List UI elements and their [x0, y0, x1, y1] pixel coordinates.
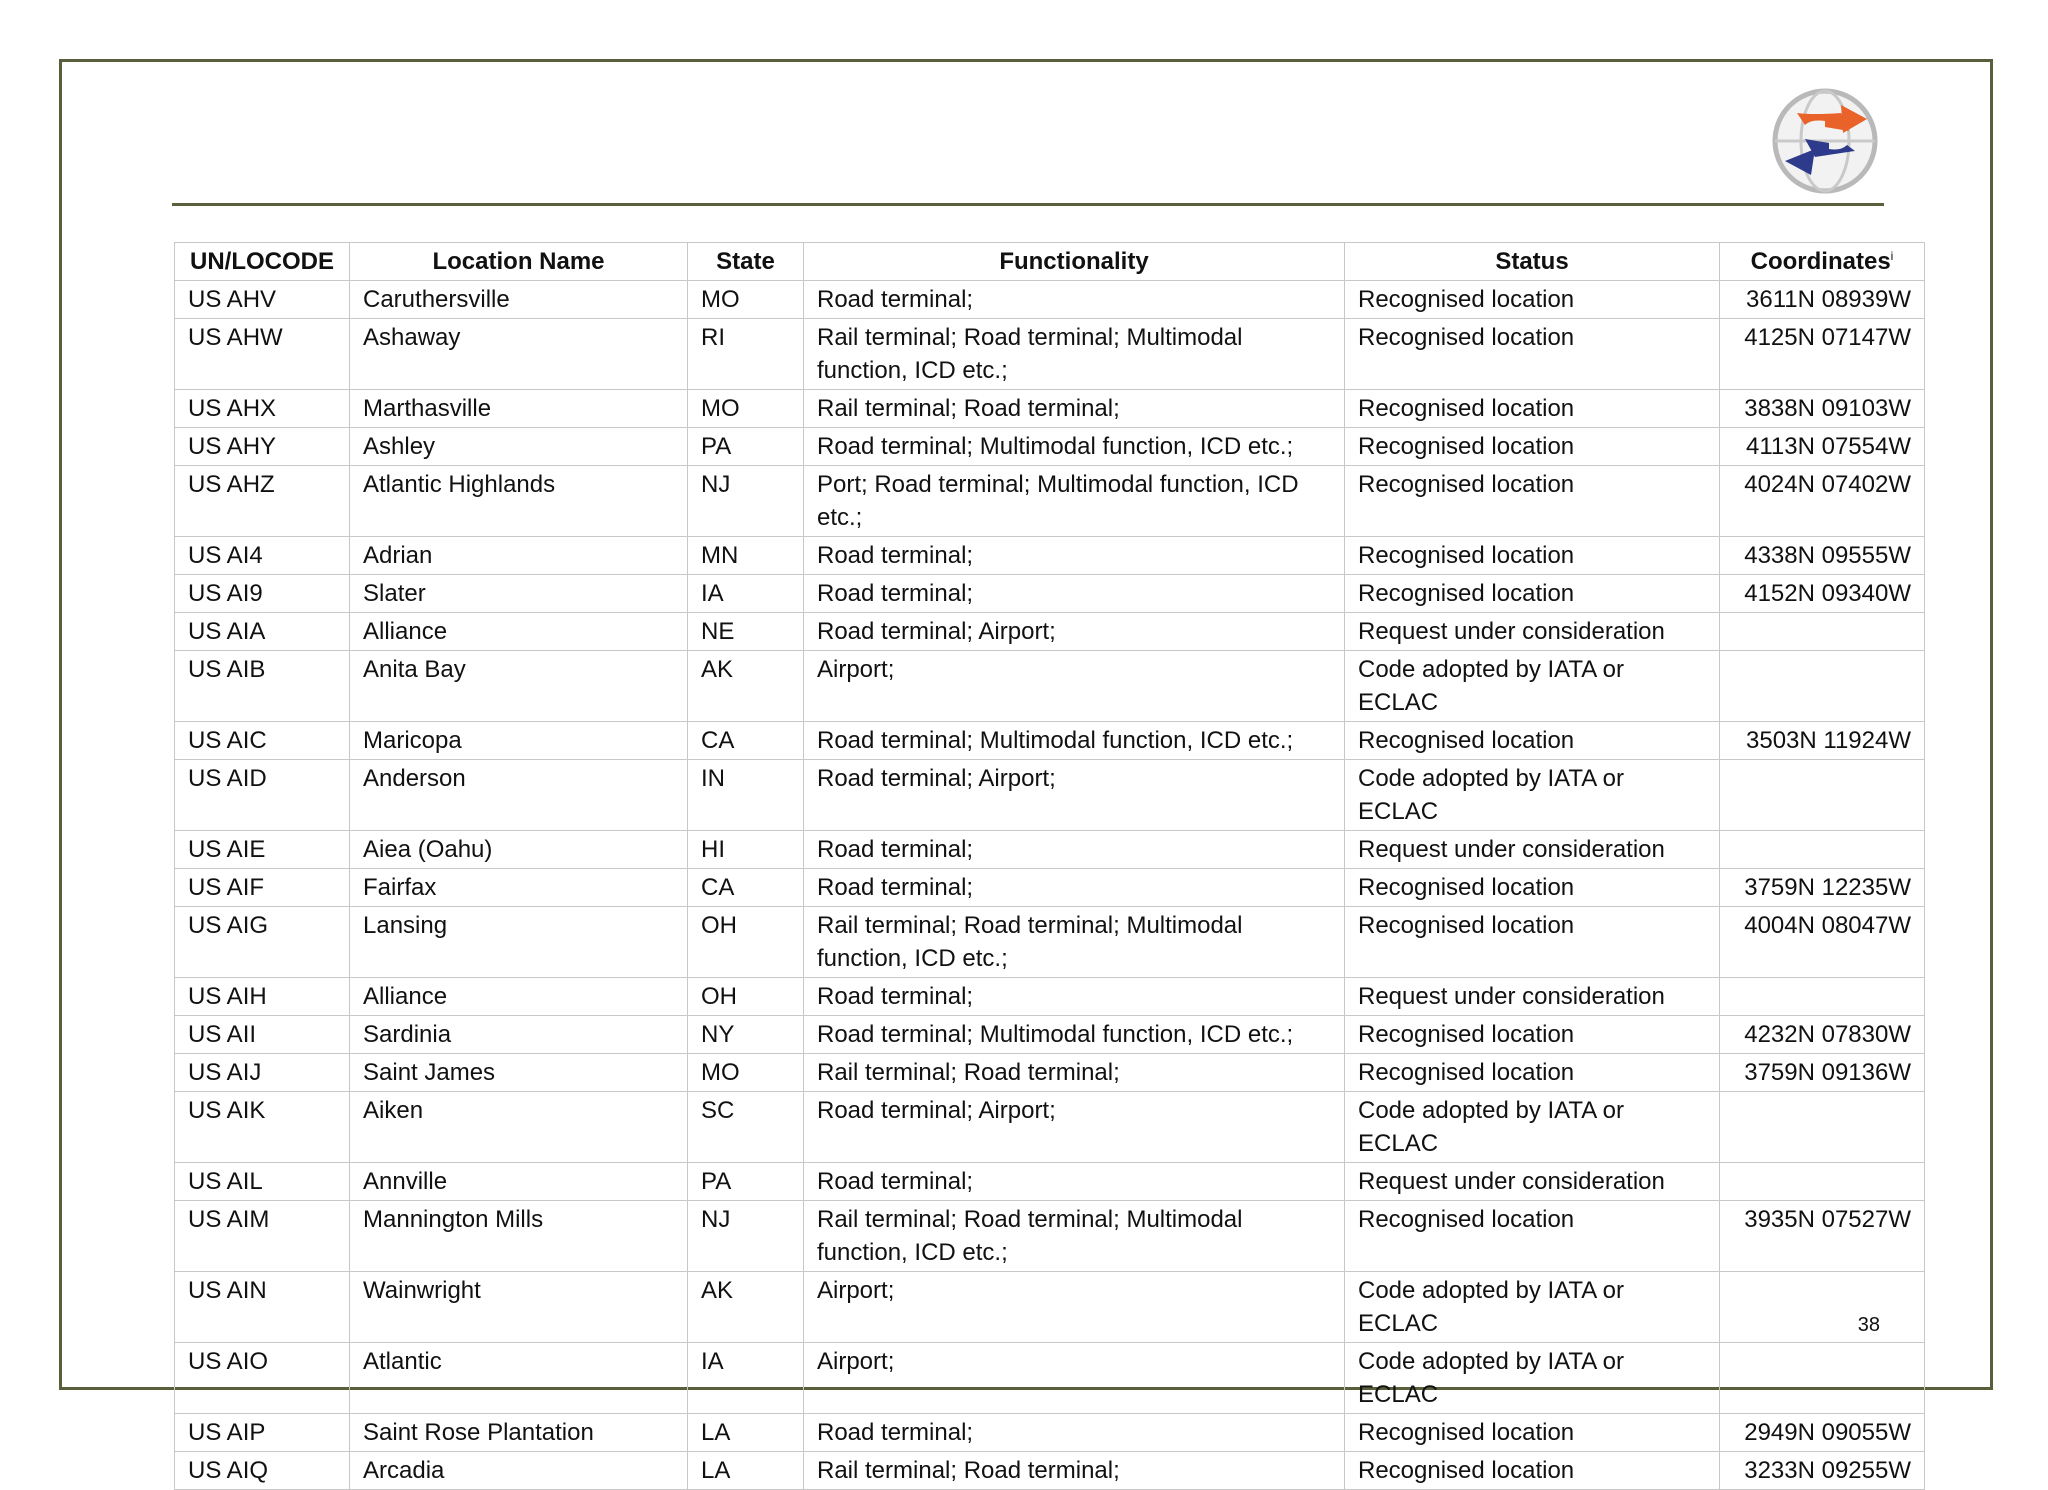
cell-state: MO [688, 390, 804, 428]
cell-functionality: Rail terminal; Road terminal; [804, 390, 1345, 428]
cell-functionality: Airport; [804, 1343, 1345, 1414]
cell-state: AK [688, 651, 804, 722]
cell-locode: US AIL [175, 1163, 350, 1201]
cell-location-name: Caruthersville [350, 281, 688, 319]
cell-state: MO [688, 281, 804, 319]
cell-status: Recognised location [1345, 869, 1720, 907]
cell-location-name: Saint James [350, 1054, 688, 1092]
column-header-state: State [688, 243, 804, 281]
cell-location-name: Lansing [350, 907, 688, 978]
cell-locode: US AIK [175, 1092, 350, 1163]
cell-state: IA [688, 1343, 804, 1414]
cell-status: Request under consideration [1345, 613, 1720, 651]
cell-coordinates [1720, 1272, 1925, 1343]
cell-functionality: Rail terminal; Road terminal; Multimodal function, ICD etc.; [804, 1201, 1345, 1272]
cell-functionality: Road terminal; Multimodal function, ICD etc.; [804, 722, 1345, 760]
table-row [175, 978, 1925, 1016]
cell-location-name: Sardinia [350, 1016, 688, 1054]
cell-state: IA [688, 575, 804, 613]
cell-functionality: Rail terminal; Road terminal; Multimodal function, ICD etc.; [804, 319, 1345, 390]
table-body [175, 281, 1925, 1490]
cell-functionality: Road terminal; Multimodal function, ICD etc.; [804, 1016, 1345, 1054]
table-row [175, 869, 1925, 907]
page-number: 38 [1857, 1314, 1880, 1336]
cell-locode: US AIH [175, 978, 350, 1016]
cell-location-name: Aiken [350, 1092, 688, 1163]
cell-locode: US AHV [175, 281, 350, 319]
cell-state: NY [688, 1016, 804, 1054]
cell-locode: US AHY [175, 428, 350, 466]
cell-status: Recognised location [1345, 537, 1720, 575]
cell-status: Recognised location [1345, 1452, 1720, 1490]
cell-coordinates: 3759N 12235W [1720, 869, 1925, 907]
cell-coordinates: 3503N 11924W [1720, 722, 1925, 760]
cell-locode: US AIN [175, 1272, 350, 1343]
cell-coordinates [1720, 1163, 1925, 1201]
column-header-coordinates [1720, 243, 1925, 281]
cell-state: HI [688, 831, 804, 869]
cell-status: Request under consideration [1345, 978, 1720, 1016]
cell-location-name: Arcadia [350, 1452, 688, 1490]
cell-functionality: Rail terminal; Road terminal; [804, 1054, 1345, 1092]
cell-status: Recognised location [1345, 466, 1720, 537]
cell-location-name: Fairfax [350, 869, 688, 907]
cell-functionality: Road terminal; Airport; [804, 613, 1345, 651]
cell-locode: US AI4 [175, 537, 350, 575]
cell-status: Request under consideration [1345, 1163, 1720, 1201]
cell-functionality: Port; Road terminal; Multimodal function, ICD etc.; [804, 466, 1345, 537]
table-row [175, 907, 1925, 978]
cell-locode: US AIJ [175, 1054, 350, 1092]
cell-state: SC [688, 1092, 804, 1163]
table-row [175, 281, 1925, 319]
cell-status: Recognised location [1345, 1054, 1720, 1092]
table-row [175, 1272, 1925, 1343]
cell-coordinates: 4125N 07147W [1720, 319, 1925, 390]
cell-location-name: Aiea (Oahu) [350, 831, 688, 869]
cell-state: OH [688, 978, 804, 1016]
cell-state: IN [688, 760, 804, 831]
cell-functionality: Road terminal; [804, 869, 1345, 907]
table-row [175, 428, 1925, 466]
cell-coordinates [1720, 831, 1925, 869]
cell-location-name: Slater [350, 575, 688, 613]
cell-location-name: Mannington Mills [350, 1201, 688, 1272]
cell-status: Recognised location [1345, 1414, 1720, 1452]
cell-functionality: Airport; [804, 651, 1345, 722]
cell-state: PA [688, 428, 804, 466]
cell-coordinates [1720, 978, 1925, 1016]
cell-locode: US AI9 [175, 575, 350, 613]
cell-location-name: Annville [350, 1163, 688, 1201]
cell-location-name: Maricopa [350, 722, 688, 760]
cell-status: Recognised location [1345, 722, 1720, 760]
table-row [175, 1343, 1925, 1414]
cell-functionality: Road terminal; [804, 537, 1345, 575]
cell-locode: US AIM [175, 1201, 350, 1272]
globe-arrows-logo [1771, 87, 1879, 195]
cell-coordinates: 4338N 09555W [1720, 537, 1925, 575]
cell-locode: US AHX [175, 390, 350, 428]
column-header-status: Status [1345, 243, 1720, 281]
table-row [175, 1092, 1925, 1163]
cell-locode: US AHZ [175, 466, 350, 537]
cell-state: MN [688, 537, 804, 575]
cell-state: AK [688, 1272, 804, 1343]
cell-status: Recognised location [1345, 428, 1720, 466]
cell-status: Code adopted by IATA or ECLAC [1345, 760, 1720, 831]
cell-coordinates: 4113N 07554W [1720, 428, 1925, 466]
cell-location-name: Saint Rose Plantation [350, 1414, 688, 1452]
cell-functionality: Road terminal; Airport; [804, 760, 1345, 831]
cell-location-name: Alliance [350, 978, 688, 1016]
cell-status: Recognised location [1345, 575, 1720, 613]
table-row [175, 1201, 1925, 1272]
cell-locode: US AII [175, 1016, 350, 1054]
table-row [175, 1452, 1925, 1490]
cell-status: Recognised location [1345, 1016, 1720, 1054]
cell-coordinates: 4004N 08047W [1720, 907, 1925, 978]
cell-status: Recognised location [1345, 1201, 1720, 1272]
cell-functionality: Road terminal; [804, 1163, 1345, 1201]
cell-location-name: Alliance [350, 613, 688, 651]
cell-state: MO [688, 1054, 804, 1092]
cell-location-name: Atlantic [350, 1343, 688, 1414]
cell-status: Code adopted by IATA or ECLAC [1345, 1272, 1720, 1343]
cell-state: OH [688, 907, 804, 978]
cell-state: RI [688, 319, 804, 390]
cell-locode: US AIE [175, 831, 350, 869]
table-row [175, 760, 1925, 831]
cell-functionality: Airport; [804, 1272, 1345, 1343]
table-row [175, 1054, 1925, 1092]
cell-state: LA [688, 1414, 804, 1452]
column-header-location-name: Location Name [350, 243, 688, 281]
cell-functionality: Road terminal; [804, 575, 1345, 613]
cell-state: PA [688, 1163, 804, 1201]
cell-status: Request under consideration [1345, 831, 1720, 869]
cell-coordinates: 2949N 09055W [1720, 1414, 1925, 1452]
table-row [175, 1016, 1925, 1054]
cell-location-name: Adrian [350, 537, 688, 575]
cell-location-name: Ashley [350, 428, 688, 466]
cell-functionality: Road terminal; [804, 1414, 1345, 1452]
cell-functionality: Rail terminal; Road terminal; Multimodal function, ICD etc.; [804, 907, 1345, 978]
cell-locode: US AIA [175, 613, 350, 651]
cell-status: Recognised location [1345, 319, 1720, 390]
cell-location-name: Atlantic Highlands [350, 466, 688, 537]
cell-functionality: Road terminal; [804, 978, 1345, 1016]
cell-location-name: Marthasville [350, 390, 688, 428]
cell-status: Code adopted by IATA or ECLAC [1345, 1343, 1720, 1414]
cell-locode: US AIQ [175, 1452, 350, 1490]
cell-coordinates [1720, 1092, 1925, 1163]
cell-status: Recognised location [1345, 907, 1720, 978]
cell-coordinates [1720, 1343, 1925, 1414]
locode-table [174, 242, 1925, 1490]
cell-functionality: Road terminal; Multimodal function, ICD etc.; [804, 428, 1345, 466]
cell-coordinates [1720, 760, 1925, 831]
cell-status: Code adopted by IATA or ECLAC [1345, 1092, 1720, 1163]
cell-functionality: Road terminal; Airport; [804, 1092, 1345, 1163]
cell-locode: US AID [175, 760, 350, 831]
table-row [175, 537, 1925, 575]
cell-coordinates: 3935N 07527W [1720, 1201, 1925, 1272]
cell-coordinates: 4152N 09340W [1720, 575, 1925, 613]
cell-locode: US AIO [175, 1343, 350, 1414]
cell-functionality: Rail terminal; Road terminal; [804, 1452, 1345, 1490]
cell-coordinates: 4024N 07402W [1720, 466, 1925, 537]
table-row [175, 651, 1925, 722]
table-row [175, 831, 1925, 869]
cell-coordinates [1720, 651, 1925, 722]
table-row [175, 722, 1925, 760]
cell-status: Recognised location [1345, 281, 1720, 319]
header-rule [172, 203, 1884, 206]
cell-coordinates: 3233N 09255W [1720, 1452, 1925, 1490]
table-row [175, 319, 1925, 390]
cell-coordinates [1720, 613, 1925, 651]
cell-state: NE [688, 613, 804, 651]
table-row [175, 1163, 1925, 1201]
cell-coordinates: 3611N 08939W [1720, 281, 1925, 319]
cell-locode: US AIP [175, 1414, 350, 1452]
cell-location-name: Anderson [350, 760, 688, 831]
table-row [175, 613, 1925, 651]
cell-status: Code adopted by IATA or ECLAC [1345, 651, 1720, 722]
cell-locode: US AIC [175, 722, 350, 760]
cell-location-name: Anita Bay [350, 651, 688, 722]
table-row [175, 1414, 1925, 1452]
column-header-functionality: Functionality [804, 243, 1345, 281]
table-header [175, 243, 1925, 281]
cell-functionality: Road terminal; [804, 281, 1345, 319]
cell-coordinates: 3838N 09103W [1720, 390, 1925, 428]
cell-locode: US AIF [175, 869, 350, 907]
table-row [175, 390, 1925, 428]
cell-state: NJ [688, 466, 804, 537]
cell-state: LA [688, 1452, 804, 1490]
footnote-marker: i [1890, 249, 1894, 263]
cell-locode: US AHW [175, 319, 350, 390]
header-row [175, 243, 1925, 281]
cell-state: CA [688, 869, 804, 907]
column-header-coordinates-label: Coordinates [1750, 248, 1891, 275]
cell-coordinates: 4232N 07830W [1720, 1016, 1925, 1054]
table-row [175, 575, 1925, 613]
cell-location-name: Ashaway [350, 319, 688, 390]
cell-state: NJ [688, 1201, 804, 1272]
column-header-locode: UN/LOCODE [175, 243, 350, 281]
cell-location-name: Wainwright [350, 1272, 688, 1343]
cell-coordinates: 3759N 09136W [1720, 1054, 1925, 1092]
cell-functionality: Road terminal; [804, 831, 1345, 869]
cell-status: Recognised location [1345, 390, 1720, 428]
cell-state: CA [688, 722, 804, 760]
table-row [175, 466, 1925, 537]
cell-locode: US AIB [175, 651, 350, 722]
cell-locode: US AIG [175, 907, 350, 978]
